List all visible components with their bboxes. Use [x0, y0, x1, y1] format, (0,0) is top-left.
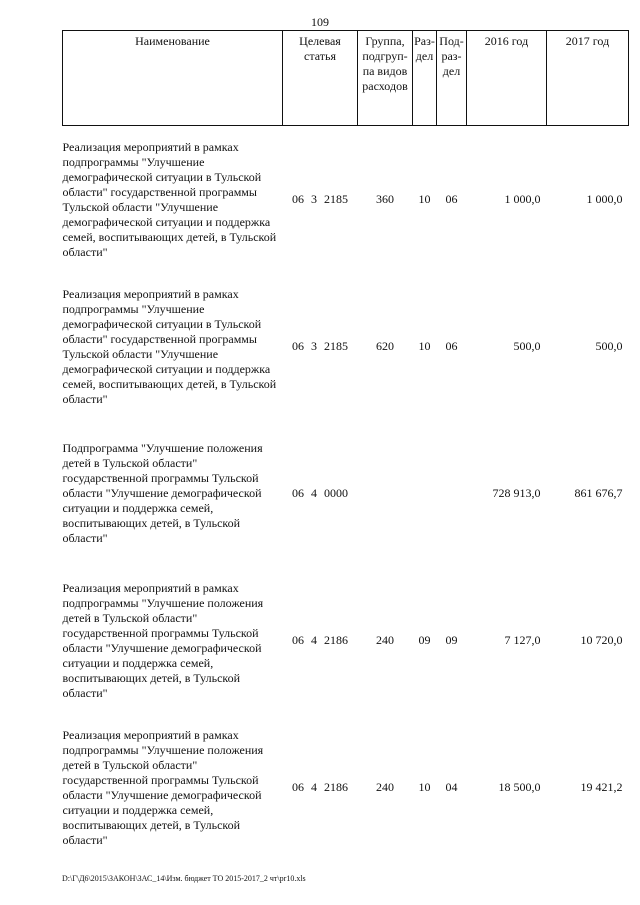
row-section: 10 [418, 780, 431, 794]
row-2016: 7 127,0 [504, 633, 541, 647]
target-program: 06 [292, 633, 304, 647]
row-section [413, 420, 437, 567]
row-target [283, 126, 358, 274]
col-header-2016: 2016 год [467, 31, 547, 126]
target-program: 06 [292, 192, 304, 206]
row-section: 10 [418, 192, 431, 206]
row-subsection: 06 [445, 339, 458, 353]
row-2016: 18 500,0 [498, 780, 541, 794]
row-group: 360 [376, 192, 394, 206]
target-direction: 2185 [324, 192, 348, 206]
budget-table [62, 30, 629, 861]
table-row [63, 126, 629, 274]
target-direction: 2185 [324, 339, 348, 353]
col-header-target: Целевая статья [283, 31, 358, 126]
row-2016: 1 000,0 [504, 192, 541, 206]
target-subprogram: 4 [311, 486, 317, 500]
row-target [283, 420, 358, 567]
target-direction: 2186 [324, 780, 348, 794]
row-section: 10 [418, 339, 431, 353]
table-row [63, 420, 629, 567]
row-2017: 10 720,0 [580, 633, 623, 647]
row-2016: 728 913,0 [492, 486, 541, 500]
row-name: Реализация мероприятий в рамках подпрограммы "Улучшение демографической ситуации в Тульской области" государственной программы Тульской области "Улучшение демографической ситуации и поддержка семей, воспитывающих детей, в Тульской области" [62, 286, 277, 406]
row-group: 240 [376, 780, 394, 794]
target-subprogram: 3 [311, 192, 317, 206]
row-name: Реализация мероприятий в рамках подпрограммы "Улучшение положения детей в Тульской области" государственной программы Тульской области "Улучшение демографической ситуации и поддержка семей, воспитывающих детей, в Тульской области" [62, 727, 264, 847]
row-2016: 500,0 [513, 339, 541, 353]
target-subprogram: 4 [311, 633, 317, 647]
target-program: 06 [292, 339, 304, 353]
target-program: 06 [292, 780, 304, 794]
row-2017: 861 676,7 [574, 486, 623, 500]
row-subsection: 06 [445, 192, 458, 206]
col-header-name: Наименование [63, 31, 283, 126]
row-group [358, 420, 413, 567]
row-2017: 19 421,2 [580, 780, 623, 794]
row-name: Реализация мероприятий в рамках подпрограммы "Улучшение демографической ситуации в Тульской области" государственной программы Тульской области "Улучшение демографической ситуации и поддержка семей, воспитывающих детей, в Тульской области" [62, 139, 277, 259]
row-target [283, 567, 358, 714]
row-2017: 500,0 [595, 339, 623, 353]
row-group: 620 [376, 339, 394, 353]
row-subsection [437, 420, 467, 567]
target-program: 06 [292, 486, 304, 500]
target-subprogram: 4 [311, 780, 317, 794]
table-row [63, 567, 629, 714]
row-subsection: 04 [445, 780, 458, 794]
col-header-section: Раз-дел [413, 31, 437, 126]
row-name: Подпрограмма "Улучшение положения детей в Тульской области" государственной программы Тульской области "Улучшение демографической ситуации и поддержка семей, воспитывающих детей, в Тульской области" [62, 441, 263, 545]
col-header-subsection: Под-раз-дел [437, 31, 467, 126]
header-row [63, 31, 629, 126]
page-number: 109 [311, 15, 329, 29]
row-subsection: 09 [445, 633, 458, 647]
target-direction: 0000 [324, 486, 348, 500]
row-name: Реализация мероприятий в рамках подпрограммы "Улучшение положения детей в Тульской области" государственной программы Тульской области "Улучшение демографической ситуации и поддержка семей, воспитывающих детей, в Тульской области" [62, 580, 264, 700]
file-path-footer: D:\Г\Д6\2015\ЗАКОН\ЗАС_14\Изм. бюджет ТО 2015-2017_2 чт\pr10.xls [62, 874, 306, 883]
row-group: 240 [376, 633, 394, 647]
table-row [63, 273, 629, 420]
target-direction: 2186 [324, 633, 348, 647]
target-subprogram: 3 [311, 339, 317, 353]
col-header-group: Группа, подгруп-па видов расходов [358, 31, 413, 126]
table-row [63, 714, 629, 861]
row-target [283, 714, 358, 861]
row-2017: 1 000,0 [586, 192, 623, 206]
col-header-2017: 2017 год [547, 31, 629, 126]
row-target [283, 273, 358, 420]
row-section: 09 [418, 633, 431, 647]
